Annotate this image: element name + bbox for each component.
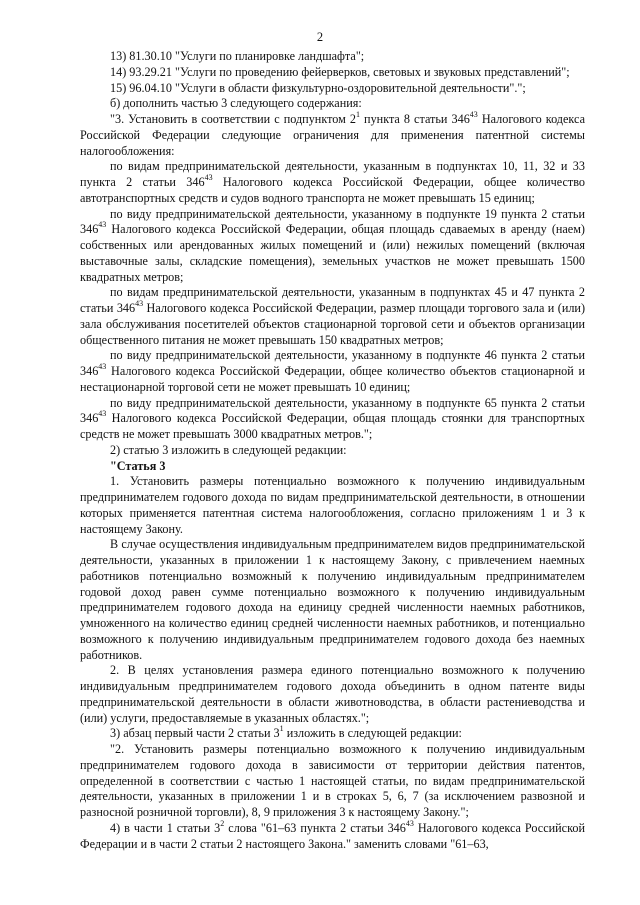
instruction-paragraph: 2) статью 3 изложить в следующей редакции: [110, 442, 347, 457]
superscript: 43 [135, 298, 144, 308]
text-run: 3) абзац первый части 2 статьи 3 [110, 726, 280, 741]
text-run: Налогового кодекса Российской Федерации, общая площадь сдаваемых в аренду (наем) собственных или арендованных жилых помещений и (или) нежилых помещений (включая выставочные залы, складские помещения), земельных участков не может превышать 1500 квадратных метров; [80, 222, 585, 284]
text-run: по виду предпринимательской деятельности, указанному в подпункте 19 пункта 2 статьи 346 [80, 206, 585, 237]
text-run: Налогового кодекса Российской Федерации и в части 2 статьи 2 настоящего Закона." заменить словами "61–63, [80, 820, 585, 851]
instruction-paragraph [80, 726, 585, 742]
article-paragraph: 2. В целях установления размера единого потенциально возможного к получению индивидуальным предпринимателем годового дохода объединить в одном патенте виды предпринимательской деятельности в области животноводства, в области растениеводства и (или) услуги, предоставляемые в указанных областях."; [80, 663, 585, 725]
list-item-13: 13) 81.30.10 "Услуги по планировке ландшафта"; [110, 49, 365, 63]
list-item-14: 14) 93.29.21 "Услуги по проведению фейерверков, световых и звуковых представлений"; [110, 64, 570, 79]
text-run: по виду предпринимательской деятельности, указанному в подпункте 65 пункта 2 статьи 346 [80, 395, 585, 426]
superscript: 43 [204, 172, 213, 182]
text-run: 4) в части 1 статьи 3 [110, 820, 221, 835]
superscript: 43 [405, 818, 414, 828]
text-run: Налогового кодекса Российской Федерации следующие ограничения для применения патентной системы налогообложения: [80, 112, 586, 158]
superscript: 1 [355, 109, 360, 119]
text-run: слова "61–63 пункта 2 статьи 346 [224, 820, 406, 835]
text-run: пункта 8 статьи 346 [359, 112, 470, 126]
text-run: по видам предпринимательской деятельности, указанным в подпунктах 10, 11, 32 и 33 пункта 2 статьи 346 [80, 159, 585, 189]
text-run: Налогового кодекса Российской Федерации, размер площади торгового зала и (или) зала обслуживания посетителей объектов стационарной торговой сети и объектов организации общественного питания не может превышать 150 квадратных метров; [80, 301, 585, 347]
superscript: 43 [98, 361, 107, 371]
instruction-paragraph [80, 818, 585, 853]
text-run: Налогового кодекса Российской Федерации, общее количество объектов стационарной и нестационарной торговой сети не может превышать 10 единиц; [80, 364, 585, 394]
superscript: 1 [279, 724, 284, 734]
restriction-paragraph [80, 348, 585, 395]
list-item-15: 15) 96.04.10 "Услуги в области физкультурно-оздоровительной деятельности"."; [110, 80, 526, 95]
text-run: "3. Установить в соответствии с подпунктом 2 [110, 112, 356, 126]
text-run: Налогового кодекса Российской Федерации, общая площадь стоянки для транспортных средств не может превышать 3000 квадратных метров."; [80, 411, 585, 441]
page-number: 2 [316, 30, 324, 44]
article-paragraph: В случае осуществления индивидуальным предпринимателем видов предпринимательской деятельности, указанных в приложении 1 к настоящему Закону, с привлечением наемных работников потенциально возможный к получению индивидуальным предпринимателем годовой доход равен сумме потенциально возможного к получению индивидуальным предпринимателем годового дохода на единицу средней численности наемных работников, умноженного на количество единиц средней численности наемных работников, и потенциально возможного к получению индивидуальным предпринимателем годового дохода без наемных работников. [80, 537, 585, 662]
text-run: по видам предпринимательской деятельности, указанным в подпунктах 45 и 47 пункта 2 статьи 346 [80, 285, 585, 315]
restriction-paragraph [80, 396, 585, 443]
text-run: Налогового кодекса Российской Федерации, общее количество автотранспортных средств и судов водного транспорта не может превышать 15 единиц; [80, 175, 586, 205]
superscript: 43 [469, 109, 478, 119]
text-run: по виду предпринимательской деятельности, указанному в подпункте 46 пункта 2 статьи 346 [80, 348, 585, 378]
article-paragraph: 1. Установить размеры потенциально возможного к получению индивидуальным предпринимателем годового дохода по видам предпринимательской деятельности, в отношении которых применяется патентная система налогообложения, согласно приложениям 1 и 3 к настоящему Закону. [80, 474, 585, 536]
restriction-paragraph [80, 207, 585, 286]
restriction-paragraph [80, 159, 585, 206]
text-run: изложить в следующей редакции: [283, 726, 462, 741]
superscript: 43 [98, 409, 107, 419]
article-paragraph: "2. Установить размеры потенциально возможного к получению индивидуальным предпринимателем годового дохода в зависимости от территории действия патентов, определенной в соответствии с частью 1 настоящей статьи, по видам предпринимательской деятельности, указанных в приложении 1 и в строках 5, 6, 7 (за исключением развозной и разносной розничной торговли), 8, 9 приложения 3 к настоящему Закону."; [80, 742, 585, 819]
restriction-paragraph [80, 285, 585, 348]
superscript: 43 [98, 220, 107, 230]
superscript: 2 [220, 818, 225, 828]
document-body [80, 49, 585, 852]
clause-3-paragraph [80, 109, 586, 159]
instruction-paragraph: б) дополнить частью 3 следующего содержания: [110, 96, 362, 111]
article-heading: "Статья 3 [110, 458, 166, 473]
